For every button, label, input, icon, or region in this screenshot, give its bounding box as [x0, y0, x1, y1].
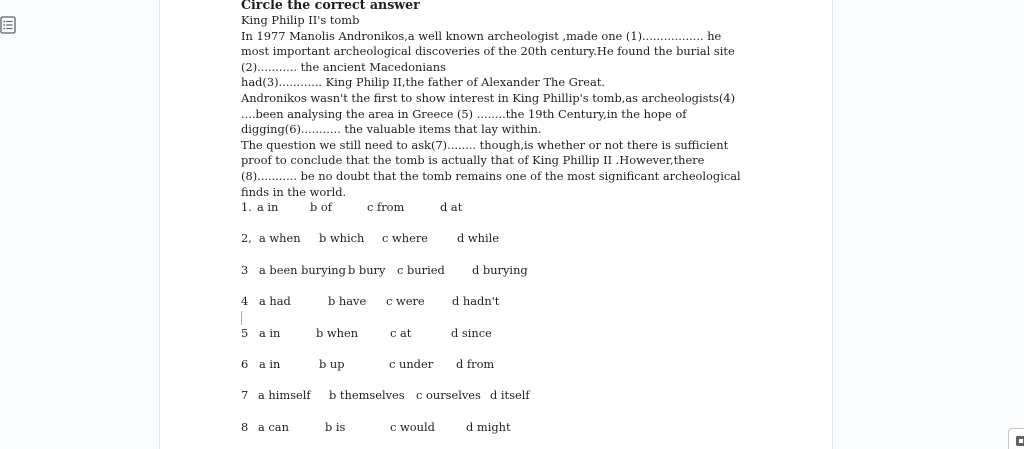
passage-paragraph-3: Andronikos wasn't the first to show interest in King Phillip's tomb,as archeologists(4) ....been analysing the area in Greece (5) ........the 19th Century,in the hope of digging(6)........... the valuable items that lay within.: [241, 90, 736, 137]
option-d: d itself: [490, 388, 530, 402]
option-a: a been burying: [259, 263, 346, 277]
question-number: 2,: [241, 231, 252, 245]
option-b: b bury: [348, 263, 386, 277]
document-heading: Circle the correct answer: [241, 0, 420, 12]
option-d: d burying: [472, 263, 528, 277]
question-row[interactable]: [241, 294, 721, 310]
option-b: b of: [310, 200, 332, 214]
document-outline-icon: [0, 16, 16, 34]
question-number: 6: [241, 357, 249, 371]
option-d: d hadn't: [452, 294, 500, 308]
option-b: b when: [316, 326, 359, 340]
explore-icon: [1009, 429, 1024, 449]
question-row[interactable]: [241, 388, 721, 404]
question-row[interactable]: [241, 326, 721, 342]
question-number: 7: [241, 388, 249, 402]
explore-button[interactable]: [1008, 428, 1024, 449]
question-row[interactable]: [241, 200, 721, 216]
option-c: c from: [367, 200, 405, 214]
question-number: 3: [241, 263, 249, 277]
text-cursor: [241, 311, 242, 325]
passage-paragraph-1: In 1977 Manolis Andronikos,a well known archeologist ,made one (1)................. he most important archeological discoveries of the 20th century.He found the burial site (2)........... the ancient Macedonians: [241, 28, 735, 74]
question-number: 5: [241, 326, 249, 340]
option-d: d since: [451, 326, 492, 340]
option-c: c under: [389, 357, 434, 371]
option-c: c at: [390, 326, 412, 340]
option-a: a in: [257, 200, 279, 214]
document-outline-button[interactable]: [0, 16, 16, 34]
option-a: a can: [258, 420, 289, 434]
option-b: b which: [319, 231, 365, 245]
option-a: a had: [259, 294, 291, 308]
question-row[interactable]: [241, 263, 721, 279]
option-c: c buried: [397, 263, 445, 277]
passage-paragraph-4: The question we still need to ask(7)........ though,is whether or not there is sufficient proof to conclude that the tomb is actually that of King Phillip II .However,there (8)........... be no doubt that the tomb remains one of the most significant archeological finds in the world.: [241, 137, 741, 199]
document-body[interactable]: [241, 0, 741, 200]
passage-title: King Philip II's tomb: [241, 13, 360, 27]
option-a: a in: [259, 326, 281, 340]
option-d: d from: [456, 357, 495, 371]
option-b: b have: [328, 294, 367, 308]
option-b: b themselves: [329, 388, 405, 402]
question-number: 1.: [241, 200, 252, 214]
question-number: 4: [241, 294, 249, 308]
question-number: 8: [241, 420, 249, 434]
option-c: c ourselves: [416, 388, 481, 402]
option-a: a in: [259, 357, 281, 371]
option-d: d might: [466, 420, 511, 434]
question-row[interactable]: [241, 231, 721, 247]
question-row[interactable]: [241, 357, 721, 373]
option-c: c would: [390, 420, 435, 434]
option-a: a when: [259, 231, 301, 245]
option-b: b up: [319, 357, 345, 371]
passage-paragraph-2: had(3)............ King Philip II,the father of Alexander The Great.: [241, 75, 606, 90]
option-c: c where: [382, 231, 429, 245]
option-d: d at: [440, 200, 463, 214]
option-d: d while: [457, 231, 500, 245]
option-c: c were: [386, 294, 425, 308]
document-page[interactable]: [160, 0, 832, 449]
option-a: a himself: [258, 388, 311, 402]
option-b: b is: [325, 420, 346, 434]
question-row[interactable]: [241, 420, 721, 436]
